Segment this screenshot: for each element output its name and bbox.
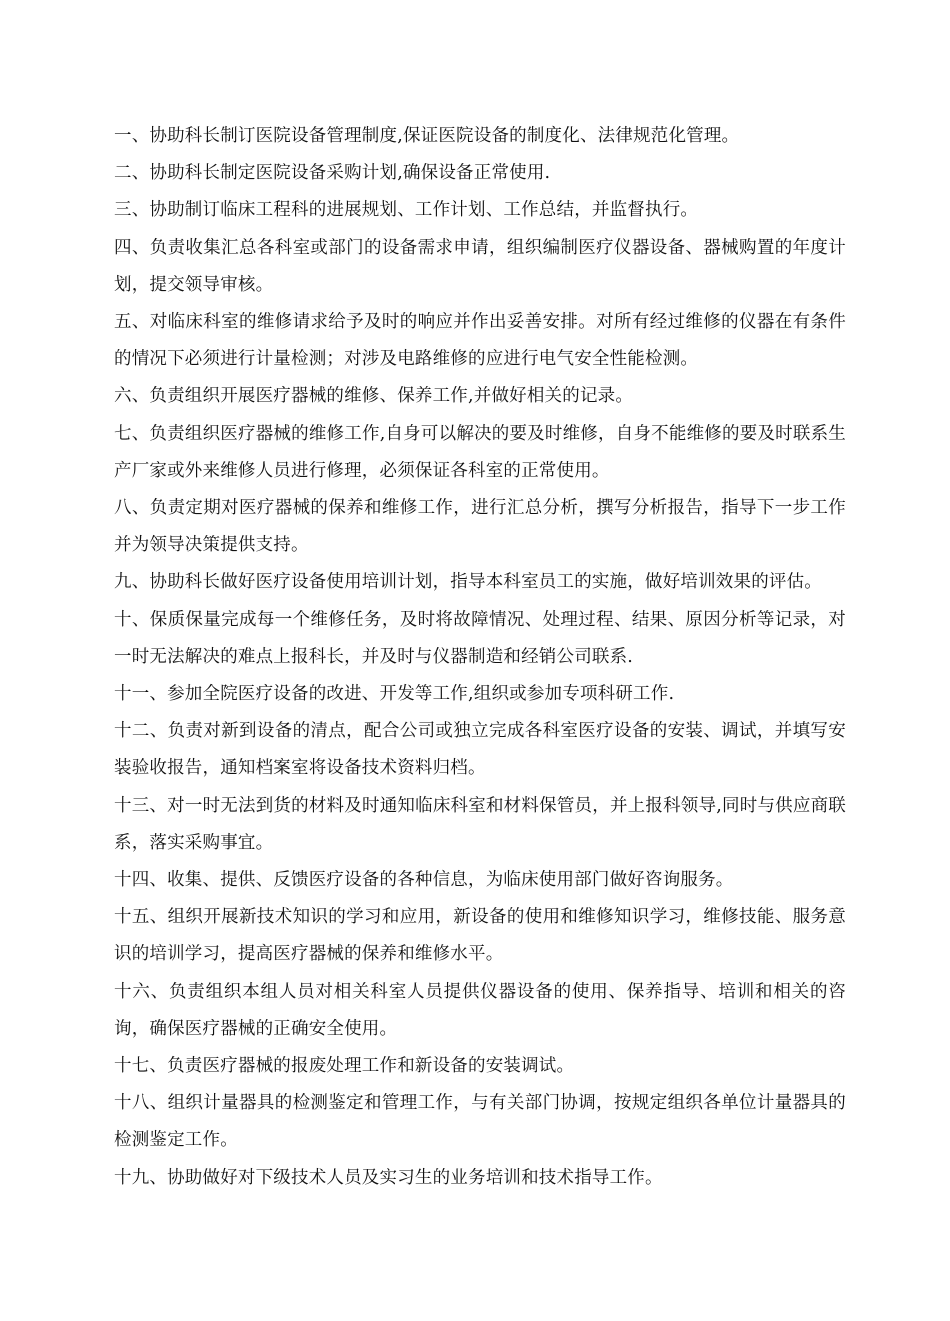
duty-item-10: 十、保质保量完成每一个维修任务，及时将故障情况、处理过程、结果、原因分析等记录，对一时无法解决的难点上报科长，并及时与仪器制造和经销公司联系. [114,609,846,667]
duty-item-1: 一、协助科长制订医院设备管理制度,保证医院设备的制度化、法律规范化管理。 [114,126,740,146]
duty-item-3: 三、协助制订临床工程科的进展规划、工作计划、工作总结，并监督执行。 [114,200,699,221]
duty-item-8: 八、负责定期对医疗器械的保养和维修工作，进行汇总分析，撰写分析报告，指导下一步工作并为领导决策提供支持。 [114,498,846,556]
duty-item-2: 二、协助科长制定医院设备采购计划,确保设备正常使用. [114,163,551,184]
duty-item-16: 十六、负责组织本组人员对相关科室人员提供仪器设备的使用、保养指导、培训和相关的咨询，确保医疗器械的正确安全使用。 [114,981,846,1039]
duty-item-17: 十七、负责医疗器械的报废处理工作和新设备的安装调试。 [114,1056,575,1077]
duty-item-19: 十九、协助做好对下级技术人员及实习生的业务培训和技术指导工作。 [114,1167,663,1188]
duty-item-7: 七、负责组织医疗器械的维修工作,自身可以解决的要及时维修，自身不能维修的要及时联系生产厂家或外来维修人员进行修理，必须保证各科室的正常使用。 [114,423,846,481]
duty-item-9: 九、协助科长做好医疗设备使用培训计划，指导本科室员工的实施，做好培训效果的评估。 [114,572,822,593]
duty-item-5: 五、对临床科室的维修请求给予及时的响应并作出妥善安排。对所有经过维修的仪器在有条件的情况下必须进行计量检测；对涉及电路维修的应进行电气安全性能检测。 [114,312,846,370]
duty-item-12: 十二、负责对新到设备的清点，配合公司或独立完成各科室医疗设备的安装、调试，并填写安装验收报告，通知档案室将设备技术资料归档。 [114,721,846,779]
duty-item-11: 十一、参加全院医疗设备的改进、开发等工作,组织或参加专项科研工作. [114,684,675,705]
duty-item-4: 四、负责收集汇总各科室或部门的设备需求申请，组织编制医疗仪器设备、器械购置的年度计划，提交领导审核。 [114,237,846,295]
duty-item-13: 十三、对一时无法到货的材料及时通知临床科室和材料保管员，并上报科领导,同时与供应商联系，落实采购事宜。 [114,795,846,853]
duty-item-15: 十五、组织开展新技术知识的学习和应用，新设备的使用和维修知识学习，维修技能、服务意识的培训学习，提高医疗器械的保养和维修水平。 [114,907,846,965]
duty-item-14: 十四、收集、提供、反馈医疗设备的各种信息，为临床使用部门做好咨询服务。 [114,870,734,891]
duty-item-6: 六、负责组织开展医疗器械的维修、保养工作,并做好相关的记录。 [114,386,634,407]
duty-item-18: 十八、组织计量器具的检测鉴定和管理工作，与有关部门协调，按规定组织各单位计量器具的检测鉴定工作。 [114,1093,846,1151]
document-body [114,118,846,1197]
